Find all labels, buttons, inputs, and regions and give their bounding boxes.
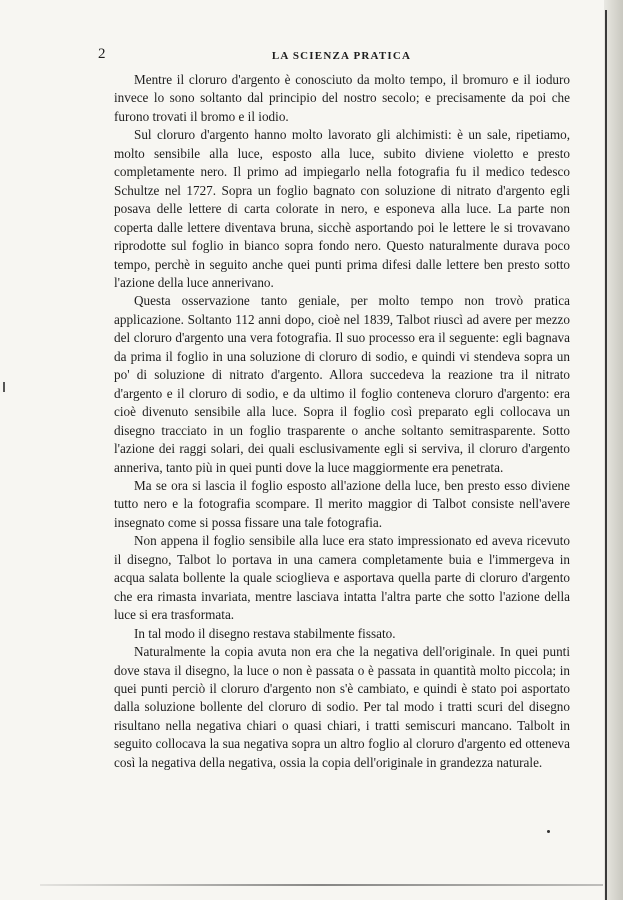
paragraph: Questa osservazione tanto geniale, per molto tempo non trovò pratica applicazione. Soltanto 112 anni dopo, cioè nel 1839, Talbot riuscì ad avere per mezzo del cloruro d'argento una vera fotografia. Il suo processo era il seguente: egli bagnava da prima il foglio in una soluzione di cloruro di sodio, e quindi vi stendeva sopra un po' di soluzione di nitrato d'argento. Allora succedeva la reazione tra il nitrato d'argento e il cloruro di sodio, e da ultimo il foglio conteneva cloruro d'argento: era cioè divenuto sensibile alla luce. Sopra il foglio così preparato egli collocava un disegno tracciato in un foglio trasparente o anche soltanto semitrasparente. Sotto l'azione dei raggi solari, dei quali esclusivamente egli si serviva, il cloruro d'argento anneriva, tanto più in quei punti dove la luce maggiormente era penetrata.	[114, 293, 570, 475]
binding-edge-line	[605, 10, 607, 900]
paragraph: Non appena il foglio sensibile alla luce era stato impressionato ed aveva ricevuto il disegno, Talbot lo portava in una camera completamente buia e l'immergeva in acqua salata bollente la quale scioglieva e asportava quella parte di cloruro d'argento che era rimasta invariata, mentre lasciava intatta l'altra parte che sotto l'azione della luce si era trasformata.	[114, 533, 570, 623]
page-number: 2	[98, 46, 106, 62]
ink-speck	[547, 830, 550, 833]
body-text	[114, 71, 570, 772]
paragraph: Sul cloruro d'argento hanno molto lavorato gli alchimisti: è un sale, ripetiamo, molto sensibile alla luce, esposto alla luce, subito diviene violetto e presto completamente nero. Il primo ad impiegarlo nella fotografia fu il medico tedesco Schultze nel 1727. Sopra un foglio bagnato con soluzione di nitrato d'argento egli posava delle lettere di carta colorate in nero, e esponeva alla luce. La parte non coperta dalle lettere diventava bruna, sicchè asportando poi le lettere le si trovavano riprodotte sul foglio in bianco sopra fondo nero. Questo naturalmente durava poco tempo, perchè in seguito anche quei punti prima difesi dalle lettere ben presto sotto l'azione della luce annerivano.	[114, 127, 570, 290]
paragraph: In tal modo il disegno restava stabilmente fissato.	[134, 625, 396, 641]
paragraph: Mentre il cloruro d'argento è conosciuto da molto tempo, il bromuro e il ioduro invece lo sono soltanto dal principio del nostro secolo; e precisamente da poi che furono trovati il bromo e il iodio.	[114, 72, 570, 124]
scan-margin-mark	[3, 382, 5, 392]
page-bottom-edge	[40, 884, 603, 886]
paragraph: Naturalmente la copia avuta non era che la negativa dell'originale. In quei punti dove stava il disegno, la luce o non è passata o è passata in quantità molto piccola; in quei punti perciò il cloruro d'argento non s'è cambiato, e quindi è stato poi asportato dalla soluzione bollente del cloruro di sodio. Per tal modo i tratti scuri del disegno risultano nella negativa chiari o quasi chiari, i tratti semiscuri mancano. Talbolt in seguito collocava la sua negativa sopra un altro foglio al cloruro d'argento ed otteneva così la negativa della negativa, ossia la copia dell'originale in grandezza naturale.	[114, 644, 570, 770]
paragraph: Ma se ora si lascia il foglio esposto all'azione della luce, ben presto esso diviene tutto nero e la fotografia scompare. Il merito maggior di Talbot consiste nell'avere insegnato come si possa fissare una tale fotografia.	[114, 477, 570, 530]
running-title: LA SCIENZA PRATICA	[271, 50, 412, 62]
